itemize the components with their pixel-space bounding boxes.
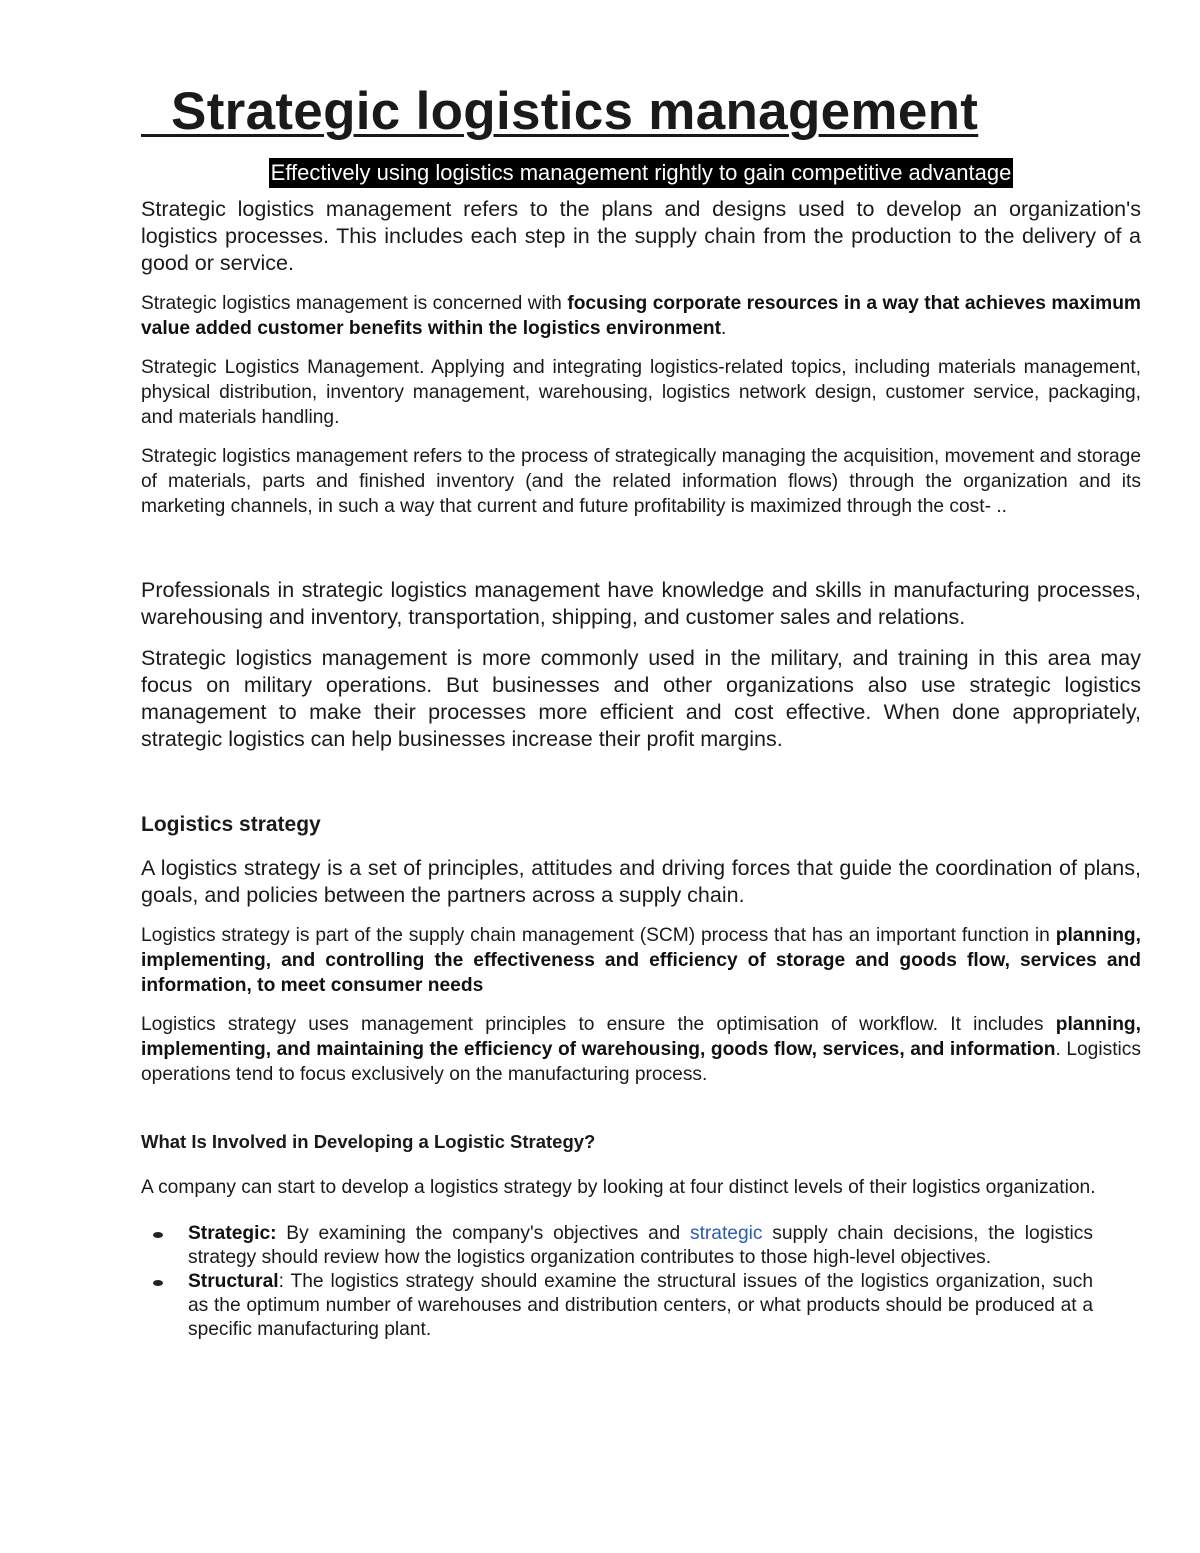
paragraph-principles-text: Logistics strategy uses management principles to ensure the optimisation of workflow. It includes: [141, 1014, 1056, 1035]
paragraph-principles: [141, 1012, 1141, 1087]
paragraph-scm: [141, 923, 1141, 998]
page-title: Strategic logistics management: [141, 82, 979, 141]
bullet-icon: [153, 1280, 163, 1286]
heading-logistics-strategy: Logistics strategy: [141, 813, 321, 836]
page-subtitle: Effectively using logistics management rightly to gain competitive advantage: [269, 158, 1014, 188]
bullet-icon: [153, 1232, 163, 1238]
paragraph-strategy-definition: A logistics strategy is a set of principles, attitudes and driving forces that guide the coordination of plans, goals, and policies between the partners across a supply chain.: [141, 856, 1141, 907]
paragraph-concern-end: .: [721, 318, 727, 339]
paragraph-concern-text: Strategic logistics management is concerned with: [141, 293, 568, 314]
paragraph-concern: [141, 291, 1141, 341]
paragraph-professionals: Professionals in strategic logistics management have knowledge and skills in manufacturing processes, warehousing and inventory, transportation, shipping, and customer sales and relations.: [141, 578, 1141, 629]
paragraph-concern-emphasis: focusing corporate resources in a way that achieves maximum value added customer benefits within the logistics environment: [141, 293, 1141, 339]
list-item-term: Structural: [188, 1271, 279, 1292]
document-page: [141, 80, 1141, 1342]
paragraph-definition: Strategic logistics management refers to the plans and designs used to develop an organization's logistics processes. This includes each step in the supply chain from the production to the delivery of a good or service.: [141, 197, 1141, 275]
list-item-term: Strategic:: [188, 1223, 277, 1244]
levels-list: [141, 1222, 1141, 1342]
paragraph-four-levels: A company can start to develop a logistics strategy by looking at four distinct levels of their logistics organization.: [141, 1177, 1096, 1198]
list-item-text: By examining the company's objectives and: [276, 1223, 690, 1244]
paragraph-scm-emphasis: planning, implementing, and controlling the effectiveness and efficiency of storage and goods flow, services and information, to meet consumer needs: [141, 925, 1141, 996]
paragraph-applying: Strategic Logistics Management. Applying and integrating logistics-related topics, including materials management, physical distribution, inventory management, warehousing, logistics network design, customer service, packaging, and materials handling.: [141, 357, 1141, 428]
paragraph-principles-emphasis: planning, implementing, and maintaining the efficiency of warehousing, goods flow, services, and information: [141, 1014, 1141, 1060]
list-item: [141, 1270, 1093, 1342]
paragraph-process: Strategic logistics management refers to the process of strategically managing the acquisition, movement and storage of materials, parts and finished inventory (and the related information flows) through the organization and its marketing channels, in such a way that current and future profitability is maximized through the cost- ..: [141, 446, 1141, 517]
list-item-text-end: supply chain decisions, the logistics strategy should review how the logistics organization contributes to those high-level objectives.: [188, 1223, 1093, 1268]
paragraph-principles-end: . Logistics operations tend to focus exclusively on the manufacturing process.: [141, 1039, 1141, 1085]
subtitle-container: [141, 158, 1141, 188]
heading-what-is-involved: What Is Involved in Developing a Logistic Strategy?: [141, 1131, 596, 1152]
paragraph-military: Strategic logistics management is more commonly used in the military, and training in this area may focus on military operations. But businesses and other organizations also use strategic logistics management to make their processes more efficient and cost effective. When done appropriately, strategic logistics can help businesses increase their profit margins.: [141, 646, 1141, 751]
strategic-link[interactable]: strategic: [689, 1223, 763, 1244]
list-item: [141, 1222, 1093, 1270]
paragraph-scm-text: Logistics strategy is part of the supply chain management (SCM) process that has an important function in: [141, 925, 1056, 946]
list-item-text: : The logistics strategy should examine the structural issues of the logistics organization, such as the optimum number of warehouses and distribution centers, or what products should be produced at a specific manufacturing plant.: [188, 1271, 1093, 1340]
